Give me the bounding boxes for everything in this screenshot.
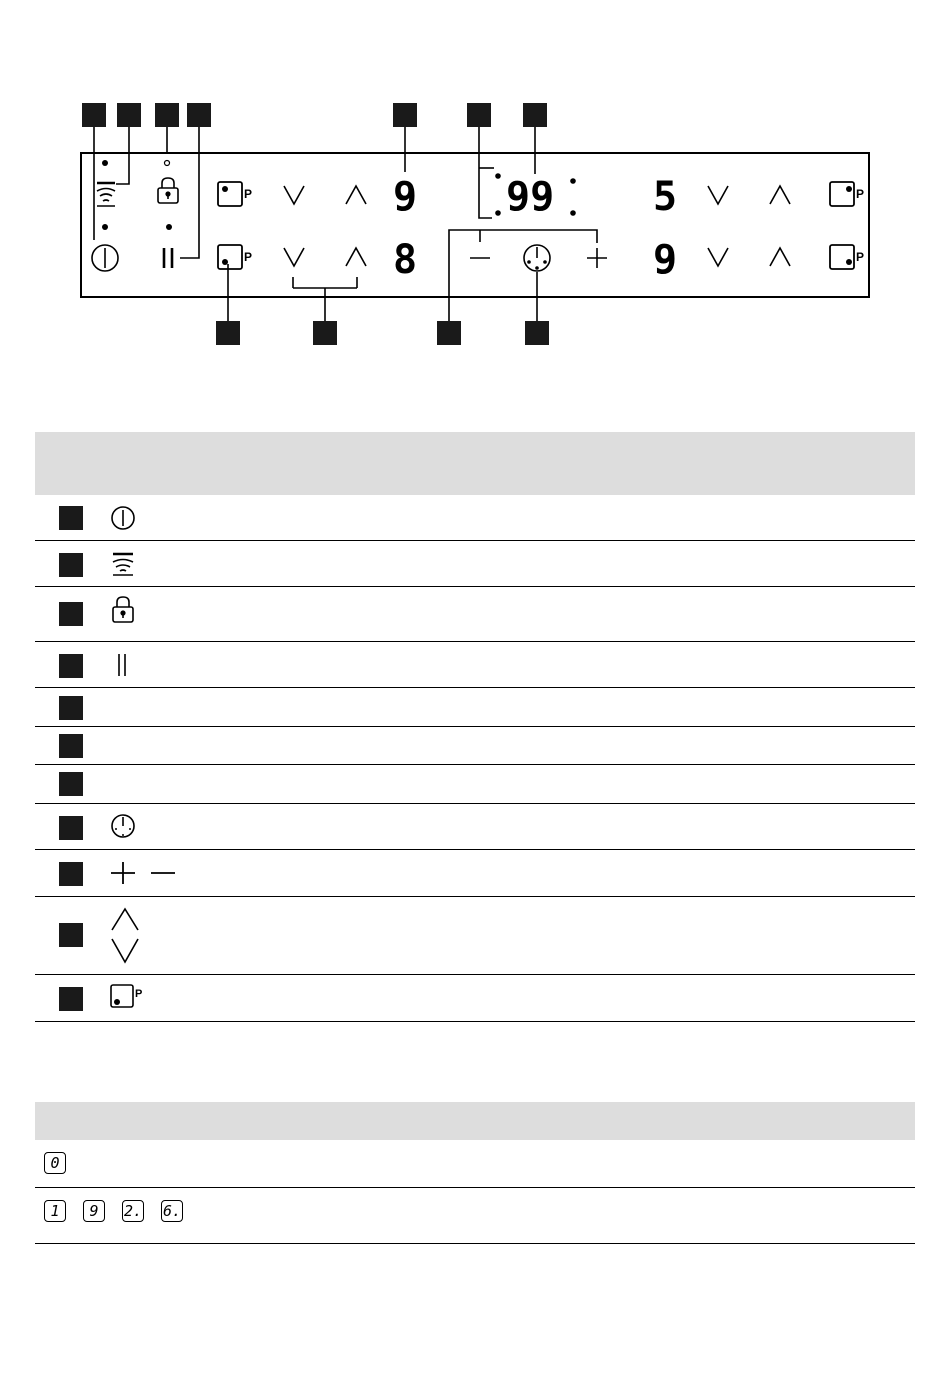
callout-square [59,734,83,758]
callout-6 [467,103,491,127]
callout-2 [117,103,141,127]
display-symbol: 6. [162,1202,182,1220]
table-row [35,804,915,850]
table-header [35,432,915,495]
indicator-dot-hollow [165,161,170,166]
callout-8 [216,321,240,345]
indicator-dot [102,224,108,230]
timer-dot [570,210,576,216]
power-icon [109,504,137,532]
callout-square [59,654,83,678]
chevron-up-icon[interactable] [770,186,790,204]
table-row [35,1140,915,1188]
callout-square [59,923,83,947]
indicator-dot [102,160,108,166]
zone-display-bottom-right: 9 [653,237,678,283]
zone-display-bottom-left: 8 [393,237,418,283]
bridge-icon[interactable] [830,182,864,206]
table-row [35,1188,915,1244]
table-row [35,587,915,642]
chevron-down-icon[interactable] [284,248,304,266]
plus-icon[interactable] [587,248,607,268]
callout-square [59,816,83,840]
svg-text:P: P [135,988,143,1000]
bridge-icon [109,983,149,1011]
chevron-up-icon[interactable] [770,248,790,266]
table-row [35,850,915,897]
timer-display: 99 [506,174,555,220]
callout-square [59,602,83,626]
chevron-down-icon[interactable] [284,186,304,204]
table-row [35,897,915,975]
display-symbol: 0 [44,1152,66,1174]
callout-4 [187,103,211,127]
power-icon[interactable] [92,245,118,271]
hob-hood-icon[interactable] [97,183,115,206]
indicator-dot [166,224,172,230]
svg-text:P: P [856,250,865,264]
display-symbol: 2. [123,1202,143,1220]
timer-icon [109,812,137,840]
svg-text:P: P [244,250,253,264]
control-panel-diagram [0,0,950,400]
chevron-up-icon[interactable] [346,186,366,204]
table-row [35,765,915,804]
callout-7 [523,103,547,127]
plus-minus-icon [109,860,179,886]
lock-icon [109,595,137,625]
callout-1 [82,103,106,127]
pause-icon [109,651,137,679]
callout-square [59,987,83,1011]
table-row [35,541,915,587]
callout-square [59,862,83,886]
chevron-down-icon[interactable] [708,248,728,266]
timer-dot [495,210,501,216]
callout-3 [155,103,179,127]
timer-dot [570,178,576,184]
table-row [35,975,915,1022]
svg-text:P: P [244,187,253,201]
display-symbol: 9 [83,1200,105,1222]
timer-dot [495,173,501,179]
callout-9 [313,321,337,345]
controls-table [35,432,915,1022]
table-row [35,495,915,541]
lock-icon[interactable] [158,178,178,203]
display-symbol: 1 [44,1200,66,1222]
callout-10 [437,321,461,345]
zone-display-top-right: 5 [653,174,678,220]
display-table [35,1102,915,1244]
up-down-arrows-icon [109,906,141,966]
chevron-up-icon[interactable] [346,248,366,266]
table-header [35,1102,915,1140]
callout-square [59,696,83,720]
bridge-icon[interactable] [830,245,864,269]
svg-text:P: P [856,187,865,201]
callout-11 [525,321,549,345]
hob-hood-icon [109,550,137,578]
pause-icon[interactable] [164,248,172,268]
callout-square [59,506,83,530]
timer-icon[interactable] [524,245,550,271]
callout-square [59,772,83,796]
zone-display-top-left: 9 [393,174,418,220]
bridge-icon[interactable] [218,245,252,269]
table-row [35,642,915,688]
callout-5 [393,103,417,127]
bridge-icon[interactable] [218,182,252,206]
leader-lines [94,127,597,321]
table-row [35,688,915,727]
chevron-down-icon[interactable] [708,186,728,204]
table-row [35,727,915,765]
callout-square [59,553,83,577]
